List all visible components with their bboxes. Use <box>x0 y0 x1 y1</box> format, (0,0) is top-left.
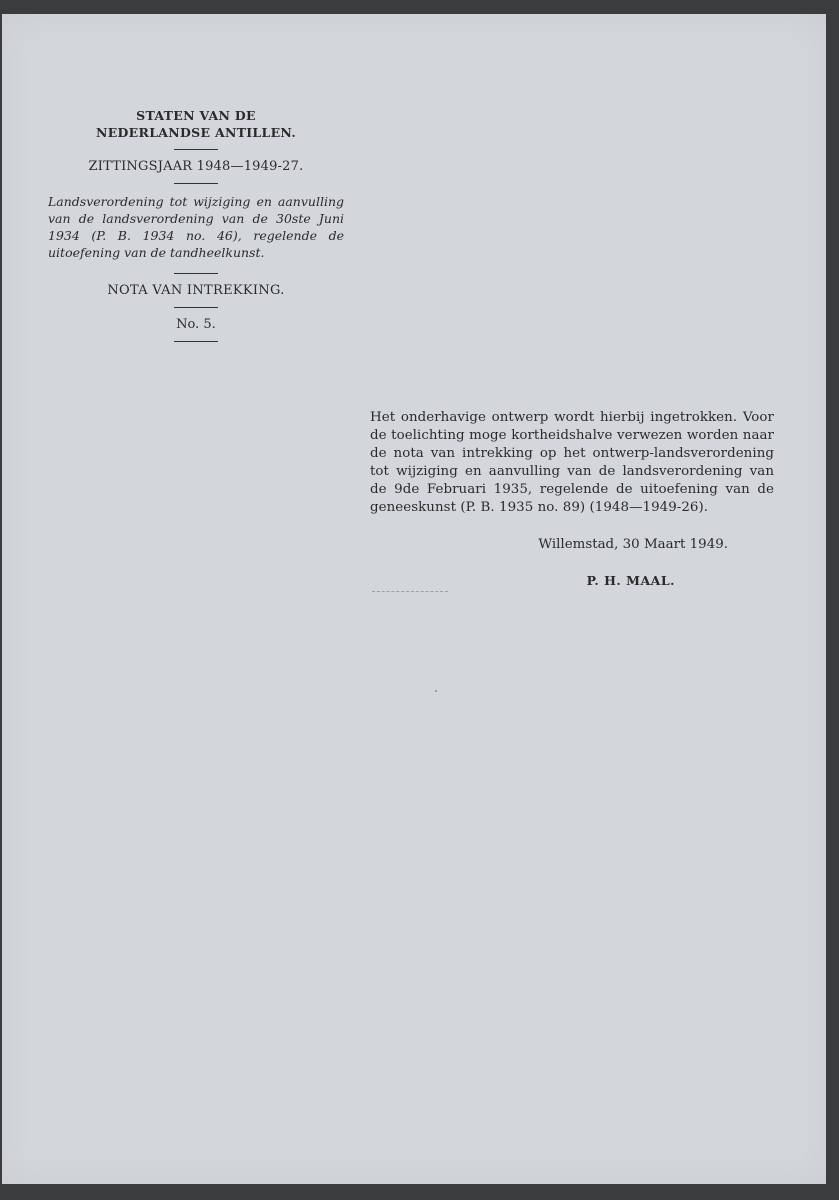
nota-title: NOTA VAN INTREKKING. <box>107 283 285 298</box>
session-year: ZITTINGSJAAR 1948—1949-27. <box>88 159 304 174</box>
divider-rule <box>174 149 218 150</box>
paper-speck <box>435 690 437 692</box>
divider-rule <box>174 273 218 274</box>
document-header <box>46 107 346 351</box>
org-name-line-2: NEDERLANDSE ANTILLEN. <box>95 125 297 140</box>
faint-rule <box>372 591 448 592</box>
divider-rule <box>174 341 218 342</box>
document-number: No. 5. <box>176 317 216 332</box>
document-page <box>2 14 826 1184</box>
org-name-line-1: STATEN VAN DE <box>136 108 256 123</box>
place-and-date: Willemstad, 30 Maart 1949. <box>538 537 728 552</box>
ordinance-subject: Landsverordening tot wijziging en aanvulling van de landsverordening van de 30ste Juni 1934 (P. B. 1934 no. 46), regelende de uitoefening van de tandheelkunst. <box>48 194 344 260</box>
divider-rule <box>174 183 218 184</box>
signature: P. H. MAAL. <box>586 573 675 588</box>
divider-rule <box>174 307 218 308</box>
withdrawal-paragraph: Het onderhavige ontwerp wordt hierbij ingetrokken. Voor de toelichting moge kortheidshalve verwezen worden naar de nota van intrekking op het ontwerp-landsverordening tot wijziging en aanvulling van de landsverordening van de 9de Februari 1935, regelende de uitoefening van de geneeskunst (P. B. 1935 no. 89) (1948—1949-26). <box>370 410 774 515</box>
